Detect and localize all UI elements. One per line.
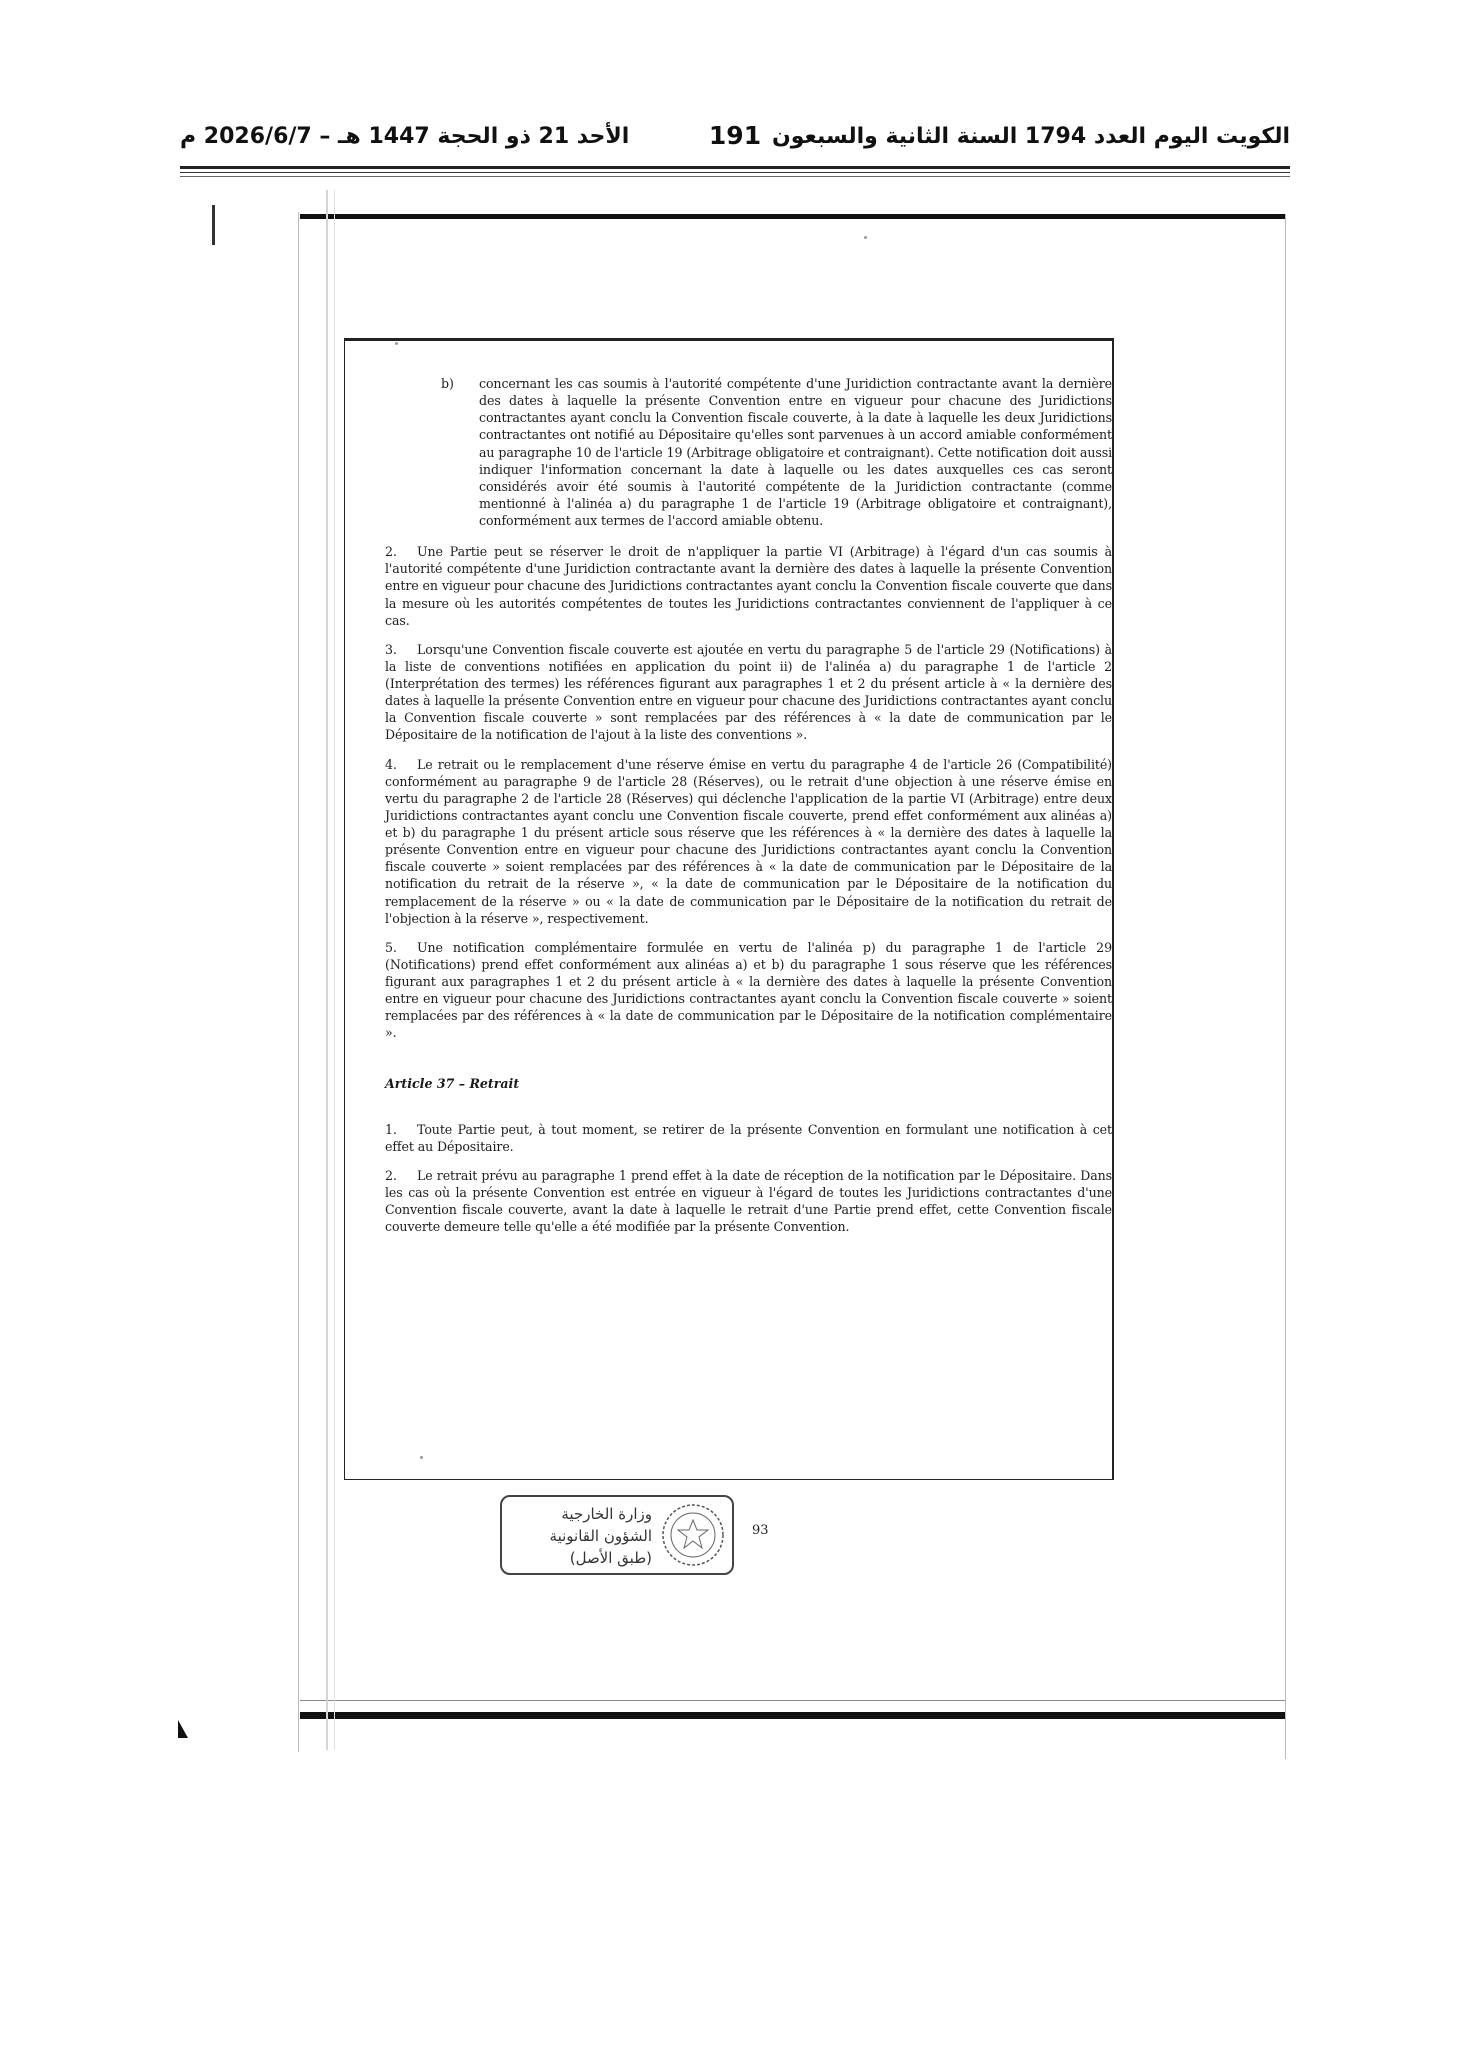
scan-speck	[864, 236, 867, 239]
header-date: الأحد 21 ذو الحجة 1447 هـ – 2026/6/7 م	[180, 124, 630, 149]
scan-binding-line	[334, 190, 335, 1750]
paragraph-number: 4.	[385, 756, 397, 772]
header-rule-thick	[180, 166, 1290, 169]
paragraph-3	[385, 641, 1112, 744]
scan-bottom-bar	[300, 1712, 1285, 1719]
paragraph-5	[385, 939, 1112, 1042]
item-b-text: concernant les cas soumis à l'autorité compétente d'une Juridiction contractante avant la dernière des dates à laquelle la présente Convention entre en vigueur pour chacune des Juridictions contractantes ayant conclu la Convention fiscale couverte, à la date à laquelle les deux Juridictions contractantes ont notifié au Dépositaire qu'elles sont parvenues à un accord amiable conformément au paragraphe 10 de l'article 19 (Arbitrage obligatoire et contraignant). Cette notification doit aussi indiquer l'information concernant la date à laquelle ou les dates auxquelles ces cas seront considérés avoir été soumis à l'autorité compétente de la Juridiction contractante (comme mentionné à l'alinéa a) du paragraphe 1 de l'article 19 (Arbitrage obligatoire et contraignant), conformément aux termes de l'accord amiable obtenu.	[479, 376, 1112, 528]
stamp-text	[550, 1503, 652, 1569]
article-title: Article 37 – Retrait	[385, 1075, 520, 1091]
scan-left-mark	[212, 205, 215, 245]
paragraph-text: Toute Partie peut, à tout moment, se retirer de la présente Convention en formulant une notification à cet effet au Dépositaire.	[385, 1121, 1112, 1154]
item-b	[385, 375, 1112, 529]
paragraph-number: 5.	[385, 939, 397, 955]
scan-binding-line	[326, 190, 328, 1750]
header-rule-hairline	[180, 176, 1290, 177]
ministry-seal-icon	[660, 1502, 726, 1568]
paragraph-2	[385, 543, 1112, 629]
scan-bottom-hairline	[300, 1700, 1285, 1701]
scan-margin-line	[298, 212, 299, 1752]
paragraph-4	[385, 756, 1112, 927]
paragraph-text: Lorsqu'une Convention fiscale couverte est ajoutée en vertu du paragraphe 5 de l'article 29 (Notifications) à la liste de conventions notifiées en application du point ii) de l'alinéa a) du paragraphe 1 de l'article 2 (Interprétation des termes) les références figurant aux paragraphes 1 et 2 du présent article à « la dernière des dates à laquelle la présente Convention entre en vigueur pour chacune des Juridictions contractantes ayant conclu la Convention fiscale couverte » sont remplacées par des références à « la date de communication par le Dépositaire de la notification de l'ajout à la liste des conventions ».	[385, 641, 1112, 743]
certification-stamp	[500, 1495, 734, 1575]
paragraph-number: 3.	[385, 641, 397, 657]
stamp-line-certified: (طبق الأصل)	[569, 1549, 652, 1567]
document-frame	[344, 338, 1114, 1480]
article-paragraph-1	[385, 1121, 1112, 1155]
header-issue-info: الكويت اليوم العدد 1794 السنة الثانية والسبعون	[771, 124, 1290, 149]
scan-top-bar	[300, 214, 1285, 219]
paragraph-text: Une Partie peut se réserver le droit de n'appliquer la partie VI (Arbitrage) à l'égard d'un cas soumis à l'autorité compétente d'une Juridiction contractante avant la dernière des dates à laquelle la présente Convention entre en vigueur pour chacune des Juridictions contractantes ayant conclu la Convention fiscale couverte que dans la mesure où les autorités compétentes de toutes les Juridictions contractantes conviennent de l'appliquer à ce cas.	[385, 544, 1112, 628]
paragraph-number: 2.	[385, 1167, 397, 1183]
header-rule-thin	[180, 172, 1290, 173]
paragraph-text: Le retrait ou le remplacement d'une réserve émise en vertu du paragraphe 4 de l'article 26 (Compatibilité) conformément au paragraphe 9 de l'article 28 (Réserves), ou le retrait d'une objection à une réserve émise en vertu du paragraphe 2 de l'article 28 (Réserves) qui déclenche l'application de la partie VI (Arbitrage) entre deux Juridictions contractantes ayant conclu une Convention fiscale couverte, prend effet conformément aux alinéas a) et b) du paragraphe 1 du présent article sous réserve que les références à « la dernière des dates à laquelle la présente Convention entre en vigueur pour chacune des Juridictions contractantes ayant conclu la Convention fiscale couverte » soient remplacées par des références à « la date de communication par le Dépositaire de la notification du retrait de la réserve », « la date de communication par le Dépositaire de la notification du remplacement de la réserve » ou « la date de communication par le Dépositaire de la notification du retrait de l'objection à la réserve », respectivement.	[385, 756, 1112, 926]
paragraph-text: Le retrait prévu au paragraphe 1 prend effet à la date de réception de la notification par le Dépositaire. Dans les cas où la présente Convention est entrée en vigueur à l'égard de toutes les Juridictions contractantes d'une Convention fiscale couverte, avant la date à laquelle le retrait d'une Partie prend effet, cette Convention fiscale couverte demeure telle qu'elle a été modifiée par la présente Convention.	[385, 1167, 1112, 1235]
item-b-label: b)	[441, 376, 454, 391]
header-page-number: 191	[708, 121, 762, 150]
document-body	[385, 375, 1112, 1247]
article-paragraph-2	[385, 1167, 1112, 1236]
paragraph-number: 1.	[385, 1121, 397, 1137]
paragraph-number: 2.	[385, 544, 397, 560]
scan-corner-mark	[178, 1720, 188, 1738]
stamp-line-ministry: وزارة الخارجية	[561, 1505, 652, 1523]
stamp-line-department: الشؤون القانونية	[549, 1527, 652, 1545]
scan-right-edge	[1285, 214, 1286, 1759]
paragraph-text: Une notification complémentaire formulée en vertu de l'alinéa p) du paragraphe 1 de l'article 29 (Notifications) prend effet conformément aux alinéas a) et b) du paragraphe 1 sous réserve que les références figurant aux paragraphes 1 et 2 du présent article à « la dernière des dates à laquelle la présente Convention entre en vigueur pour chacune des Juridictions contractantes ayant conclu la Convention fiscale couverte » soient remplacées par des références à « la date de communication par le Dépositaire de la notification complémentaire ».	[385, 939, 1112, 1041]
gazette-header	[180, 118, 1290, 162]
document-page-number: 93	[752, 1523, 769, 1538]
